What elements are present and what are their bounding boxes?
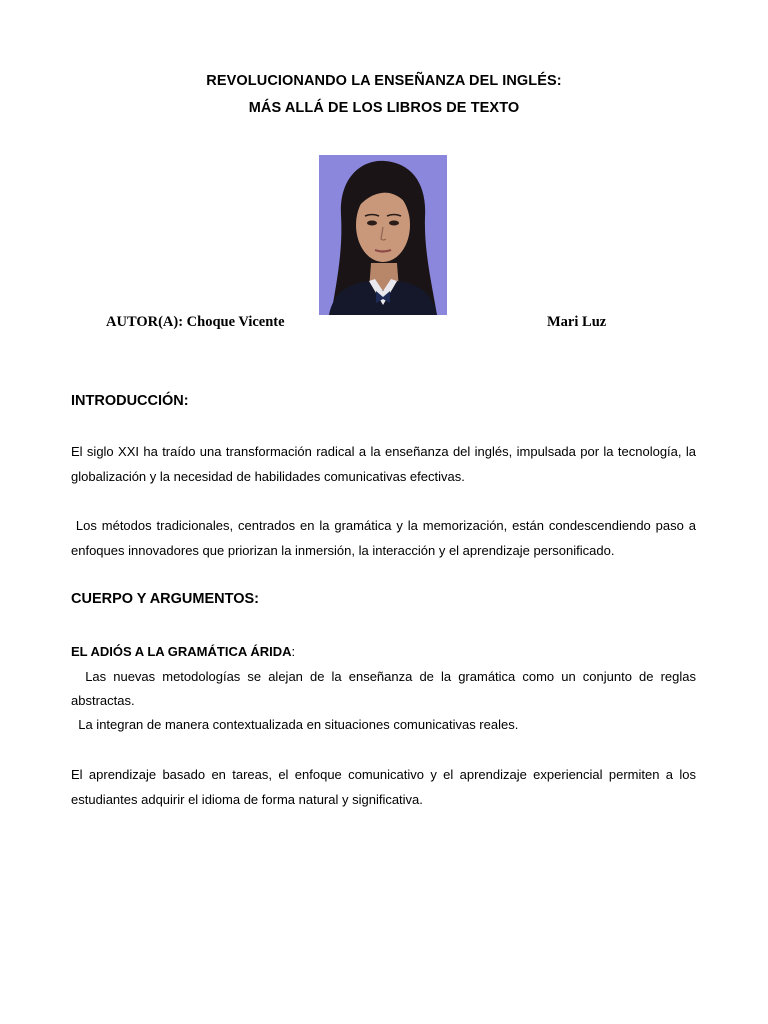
author-name-left: AUTOR(A): Choque Vicente: [106, 314, 285, 330]
document-title-line1: REVOLUCIONANDO LA ENSEÑANZA DEL INGLÉS:: [206, 73, 562, 89]
author-portrait-icon: [319, 155, 447, 315]
author-name-right: Mari Luz: [547, 314, 607, 330]
document-title-line2: MÁS ALLÁ DE LOS LIBROS DE TEXTO: [248, 100, 520, 116]
intro-paragraph-1: El siglo XXI ha traído una transformación radical a la enseñanza del inglés, impulsada por la tecnología, la globalización y la necesidad de habilidades comunicativas efectivas.: [71, 444, 696, 484]
body-line-3: La integran de manera contextualizada en situaciones comunicativas reales.: [71, 717, 519, 732]
intro-paragraph-2: Los métodos tradicionales, centrados en la gramática y la memorización, están condescendiendo paso a enfoques innovadores que priorizan la inmersión, la interacción y el aprendizaje personificado.: [71, 518, 700, 558]
subsection-heading-text: EL ADIÓS A LA GRAMÁTICA ÁRIDA: [71, 644, 292, 659]
section-heading-introduccion: INTRODUCCIÓN:: [71, 393, 189, 409]
subsection-heading-colon: :: [291, 644, 296, 659]
body-paragraph-tareas: El aprendizaje basado en tareas, el enfoque comunicativo y el aprendizaje experiencial permiten a los estudiantes adquirir el idioma de forma natural y significativa.: [71, 767, 696, 807]
body-line-1: Las nuevas metodologías se alejan de la enseñanza de la gramática como un conjunto de reglas: [71, 669, 696, 684]
subsection-heading: [71, 640, 696, 664]
section-heading-cuerpo: CUERPO Y ARGUMENTOS:: [71, 591, 259, 607]
body-line-2: abstractas.: [71, 693, 135, 708]
author-photo: [319, 155, 447, 315]
